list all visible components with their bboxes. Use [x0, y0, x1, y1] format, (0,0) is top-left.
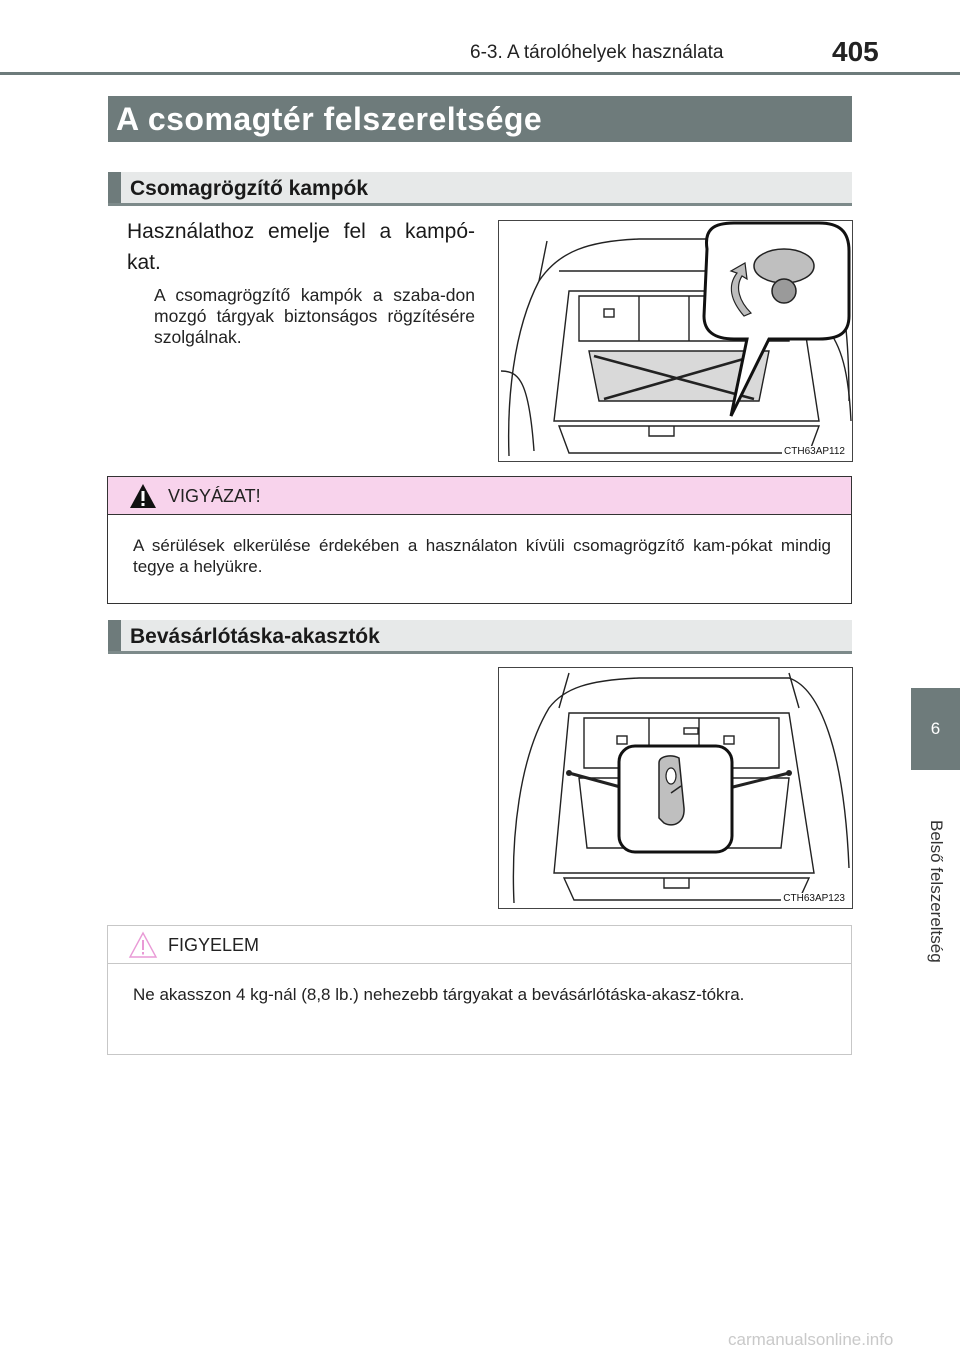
warning-box [107, 476, 852, 604]
chapter-tab-number: 6 [911, 688, 960, 770]
chapter-tab-label: Belső felszereltség [927, 820, 946, 963]
subheading-text: Bevásárlótáska-akasztók [130, 625, 380, 648]
figure-bag-hooks [498, 667, 853, 909]
bag-hook-illustration [499, 668, 852, 908]
warning-icon [128, 482, 158, 510]
notice-text: Ne akasszon 4 kg-nál (8,8 lb.) nehezebb tárgyakat a bevásárlótáska-akasz-tókra. [133, 985, 745, 1004]
subheading-text: Csomagrögzítő kampók [130, 177, 369, 200]
subheading-bar [108, 172, 121, 203]
figure-code: CTH63AP123 [783, 893, 845, 904]
subheading-bag-hooks [108, 620, 852, 654]
notice-header [108, 926, 851, 964]
luggage-hook-illustration [499, 221, 852, 461]
section-title: A csomagtér felszereltsége [108, 96, 852, 142]
notice-box [107, 925, 852, 1055]
instruction-text: Használathoz emelje fel a kampó-kat. [127, 220, 475, 274]
notice-label: FIGYELEM [168, 935, 260, 955]
subheading-hooks [108, 172, 852, 206]
page-number: 405 [832, 36, 879, 67]
watermark: carmanualsonline.info [728, 1330, 894, 1349]
caution-outline-icon [128, 931, 158, 959]
warning-label: VIGYÁZAT! [168, 486, 261, 506]
header-rule [0, 72, 960, 75]
chapter-title: 6-3. A tárolóhelyek használata [470, 42, 724, 63]
warning-text: A sérülések elkerülése érdekében a használaton kívüli csomagrögzítő kam-pókat mindig tegye a helyükre. [133, 536, 831, 576]
figure-code: CTH63AP112 [784, 446, 845, 457]
figure-luggage-hooks [498, 220, 853, 462]
note-text: A csomagrögzítő kampók a szaba-don mozgó tárgyak biztonságos rögzítésére szolgálnak. [154, 285, 475, 347]
subheading-bar [108, 620, 121, 651]
warning-header [108, 477, 851, 515]
